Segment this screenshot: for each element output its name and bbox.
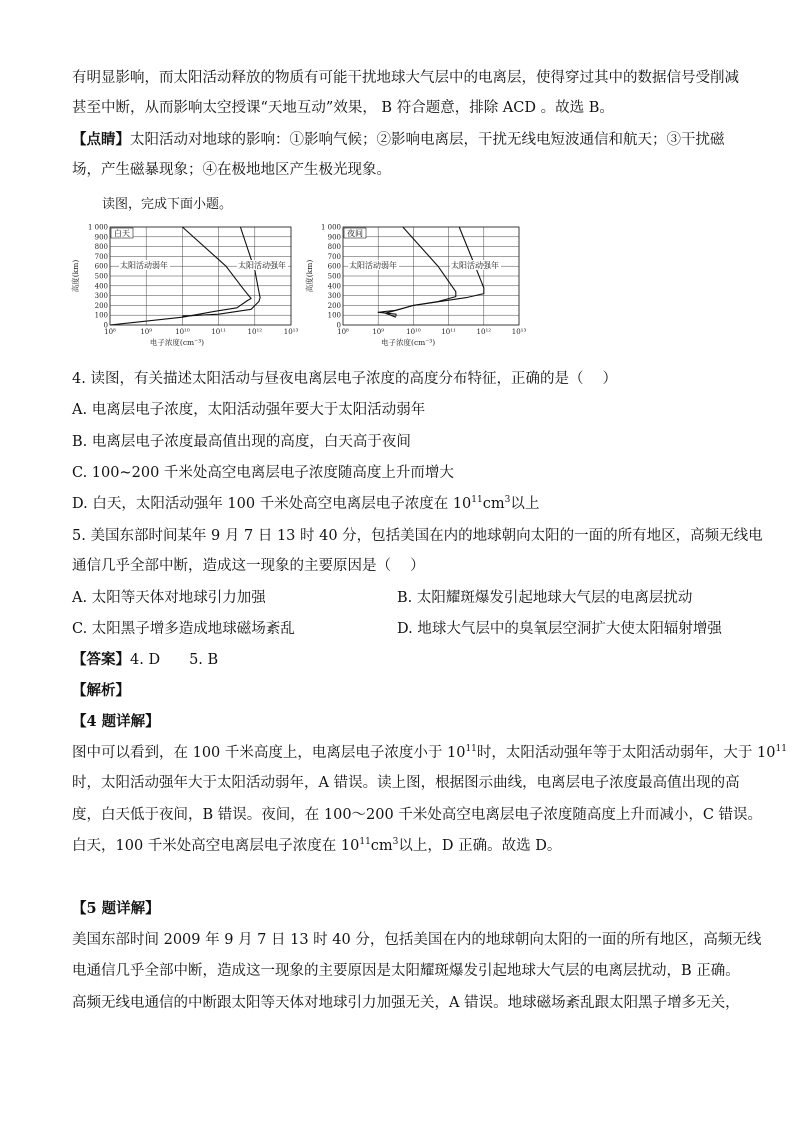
detail-5-line: 美国东部时间 2009 年 9 月 7 日 13 时 40 分，包括美国在内的地球朝向太阳的一面的所有地区，高频无线 xyxy=(72,932,762,948)
detail-5-label: 【5 题详解】 xyxy=(72,900,160,917)
series-line xyxy=(182,227,260,316)
question-4-stem: 4. 读图，有关描述太阳活动与昼夜电离层电子浓度的高度分布特征，正确的是（ ） xyxy=(72,371,618,387)
q5-option-a: A. 太阳等天体对地球引力加强 xyxy=(72,590,266,606)
q4-option-c: C. 100~200 千米处高空电离层电子浓度随高度上升而增大 xyxy=(72,465,454,481)
x-tick-label: 10¹⁰ xyxy=(175,328,190,336)
x-tick-label: 10⁸ xyxy=(337,328,349,336)
detail-5-line: 电通信几乎全部中断，造成这一现象的主要原因是太阳耀斑爆发引起地球大气层的电离层扰动，B 正确。 xyxy=(72,963,740,979)
q4-option-b: B. 电离层电子浓度最高值出现的高度，白天高于夜间 xyxy=(72,434,411,450)
y-tick-label: 400 xyxy=(94,282,108,291)
note-label: 【点睛】 xyxy=(72,131,130,148)
q5-option-d: D. 地球大气层中的臭氧层空洞扩大使太阳辐射增强 xyxy=(397,621,722,637)
x-tick-label: 10⁹ xyxy=(140,328,153,336)
q4-option-a: A. 电离层电子浓度，太阳活动强年要大于太阳活动弱年 xyxy=(72,402,426,418)
x-tick-label: 10¹¹ xyxy=(211,328,226,336)
note-text: 太阳活动对地球的影响：①影响气候；②影响电离层，干扰无线电短波通信和航天；③干扰磁 xyxy=(130,132,725,148)
text-line: 有明显影响，而太阳活动释放的物质有可能干扰地球大气层中的电离层，使得穿过其中的数据信号受削减 xyxy=(72,70,739,86)
detail-4-line: 时，太阳活动强年大于太阳活动弱年，A 错误。读上图，根据图示曲线，电离层电子浓度最高值出现的高 xyxy=(72,775,740,791)
y-tick-label: 800 xyxy=(327,243,341,252)
y-tick-label: 0 xyxy=(336,321,341,330)
x-tick-label: 10¹² xyxy=(247,328,263,336)
series-line xyxy=(378,227,456,316)
detail-4-label: 【4 题详解】 xyxy=(72,713,160,730)
series-line xyxy=(385,227,483,317)
analysis-label: 【解析】 xyxy=(72,682,130,699)
x-tick-label: 10¹¹ xyxy=(441,328,456,336)
series-label: 太阳活动强年 xyxy=(238,261,286,270)
x-tick-label: 10⁹ xyxy=(372,328,385,336)
chart-title: 白天 xyxy=(114,229,130,238)
x-tick-label: 10¹² xyxy=(476,328,492,336)
figure-charts xyxy=(0,215,794,375)
x-tick-label: 10¹³ xyxy=(511,328,527,336)
answer-label: 【答案】 xyxy=(72,651,130,668)
x-axis-label: 电子浓度(cm⁻³) xyxy=(149,338,205,347)
y-tick-label: 300 xyxy=(327,292,341,301)
q4-option-d: D. 白天，太阳活动强年 100 千米处高空电离层电子浓度在 $10^{11}cm^3$以上 xyxy=(72,495,540,512)
detail-5-line: 高频无线电通信的中断跟太阳等天体对地球引力加强无关，A 错误。地球磁场紊乱跟太阳黑子增多无关， xyxy=(72,995,740,1011)
y-tick-label: 600 xyxy=(94,262,108,271)
detail-4-line: 白天，100 千米处高空电离层电子浓度在 $10^{11}cm^3$以上，D 正确。故选 D。 xyxy=(72,837,562,854)
y-tick-label: 100 xyxy=(327,311,341,320)
y-tick-label: 0 xyxy=(103,321,108,330)
q5-option-b: B. 太阳耀斑爆发引起地球大气层的电离层扰动 xyxy=(397,590,693,606)
figure-caption: 读图，完成下面小题。 xyxy=(102,197,233,212)
y-tick-label: 200 xyxy=(94,301,108,310)
q5-option-c: C. 太阳黑子增多造成地球磁场紊乱 xyxy=(72,621,295,637)
text-line: 场，产生磁暴现象；④在极地地区产生极光现象。 xyxy=(72,162,391,178)
y-tick-label: 900 xyxy=(94,233,108,242)
question-5-stem: 通信几乎全部中断，造成这一现象的主要原因是（ ） xyxy=(72,558,425,574)
answer-text: 4. D 5. B xyxy=(130,652,219,668)
text-line: 甚至中断，从而影响太空授课“天地互动”效果， B 符合题意，排除 ACD 。故选 B。 xyxy=(72,100,614,116)
y-tick-label: 300 xyxy=(94,292,108,301)
chart-title: 夜间 xyxy=(347,229,363,238)
y-tick-label: 1 000 xyxy=(87,223,108,232)
y-tick-label: 600 xyxy=(327,262,341,271)
y-tick-label: 400 xyxy=(327,282,341,291)
x-axis-label: 电子浓度(cm⁻³) xyxy=(381,338,436,347)
y-axis-label: 高度(km) xyxy=(71,259,80,293)
x-tick-label: 10¹⁰ xyxy=(406,328,421,336)
y-tick-label: 1 000 xyxy=(320,223,341,232)
y-tick-label: 800 xyxy=(94,243,108,252)
answer-line xyxy=(72,650,218,670)
x-tick-label: 10¹³ xyxy=(283,328,299,336)
y-tick-label: 500 xyxy=(94,272,108,281)
detail-4-line: 度，白天低于夜间，B 错误。夜间，在 100～200 千米处高空电离层电子浓度随高度上升而减小，C 错误。 xyxy=(72,807,763,823)
detail-4-line: 图中可以看到，在 100 千米高度上，电离层电子浓度小于 $10^{11}$时，太阳活动强年等于太阳活动弱年，大于 $10^{11}$ xyxy=(72,744,787,761)
question-5-stem: 5. 美国东部时间某年 9 月 7 日 13 时 40 分，包括美国在内的地球朝向太阳的一面的所有地区，高频无线电 xyxy=(72,528,763,544)
y-tick-label: 500 xyxy=(327,272,341,281)
y-tick-label: 200 xyxy=(327,301,341,310)
series-label: 太阳活动弱年 xyxy=(120,261,168,270)
y-tick-label: 100 xyxy=(94,311,108,320)
series-label: 太阳活动弱年 xyxy=(349,261,397,270)
y-tick-label: 700 xyxy=(94,252,108,261)
y-tick-label: 700 xyxy=(327,252,341,261)
y-axis-label: 高度(km) xyxy=(305,259,314,293)
series-label: 太阳活动强年 xyxy=(451,261,499,270)
text-line xyxy=(72,130,725,150)
x-tick-label: 10⁸ xyxy=(104,328,116,336)
y-tick-label: 900 xyxy=(327,233,341,242)
